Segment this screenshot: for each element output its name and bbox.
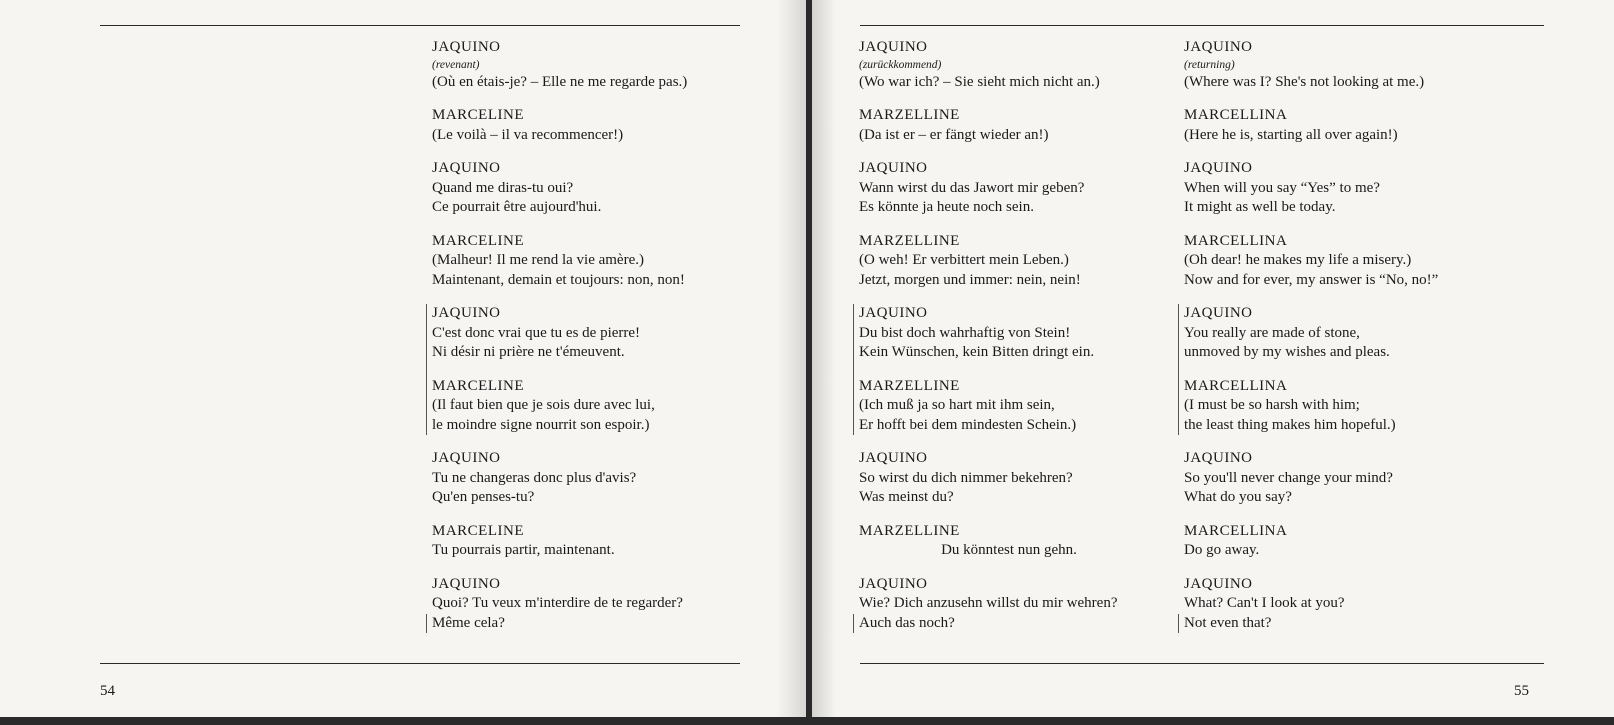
page-number: 54 xyxy=(100,683,115,699)
english-column xyxy=(1184,38,1484,647)
dialogue-line: Es könnte ja heute noch sein. xyxy=(859,199,1034,215)
speaker-name: JAQUINO xyxy=(859,450,928,466)
dialogue-entry xyxy=(432,449,732,508)
speaker-name: MARCELLINA xyxy=(1184,232,1288,249)
dialogue-entry xyxy=(859,232,1159,291)
dialogue-entry xyxy=(1184,449,1484,508)
dialogue-line: Qu'en penses-tu? xyxy=(432,489,535,505)
dialogue-line: Quand me diras-tu oui? xyxy=(432,179,574,196)
dialogue-line: (Wo war ich? – Sie sieht mich nicht an.) xyxy=(859,73,1100,90)
dialogue-line: Wie? Dich anzusehn willst du mir wehren? xyxy=(859,595,1118,611)
dialogue-line: Maintenant, demain et toujours: non, non! xyxy=(432,271,685,288)
dialogue-line: So you'll never change your mind? xyxy=(1184,469,1393,486)
dialogue-line: Not even that? xyxy=(1178,614,1484,634)
dialogue-line: Quoi? Tu veux m'interdire de te regarder? xyxy=(432,595,683,611)
dialogue-entry xyxy=(432,522,732,561)
dialogue-entry xyxy=(859,159,1159,218)
page-number: 55 xyxy=(1514,683,1529,699)
dialogue-entry xyxy=(432,38,732,92)
dialogue-entry xyxy=(859,38,1159,92)
stage-direction: (revenant) xyxy=(432,58,480,71)
dialogue-entry xyxy=(859,106,1159,145)
dialogue-entry xyxy=(1184,38,1484,92)
dialogue-line: Was meinst du? xyxy=(859,489,954,505)
stage-direction: (zurückkommend) xyxy=(859,58,942,71)
dialogue-entry xyxy=(1184,159,1484,218)
dialogue-entry xyxy=(1184,522,1484,561)
dialogue-line: the least thing makes him hopeful.) xyxy=(1184,416,1396,433)
dialogue-entry xyxy=(432,232,732,291)
speaker-name: MARCELLINA xyxy=(1184,107,1288,123)
dialogue-line: (Here he is, starting all over again!) xyxy=(1184,126,1398,143)
show-through-text xyxy=(150,40,400,59)
dialogue-line: unmoved by my wishes and pleas. xyxy=(1184,344,1390,360)
dialogue-entry xyxy=(1184,232,1484,291)
bottom-rule xyxy=(100,663,740,664)
speaker-name: MARCELLINA xyxy=(1184,377,1288,394)
speaker-name: JAQUINO xyxy=(1184,450,1253,466)
dialogue-line: So wirst du dich nimmer bekehren? xyxy=(859,469,1073,486)
dialogue-entry xyxy=(426,377,732,436)
speaker-name: JAQUINO xyxy=(432,160,501,176)
dialogue-line: It might as well be today. xyxy=(1184,199,1336,215)
dialogue-line: (Où en étais-je? – Elle ne me regarde pas.) xyxy=(432,73,688,90)
dialogue-line: (Le voilà – il va recommencer!) xyxy=(432,126,624,143)
dialogue-line: Do go away. xyxy=(1184,542,1260,558)
speaker-name: JAQUINO xyxy=(859,39,928,55)
dialogue-entry xyxy=(432,106,732,145)
gutter-shadow xyxy=(776,0,806,717)
german-column xyxy=(859,38,1159,647)
speaker-name: MARZELLINE xyxy=(859,107,960,123)
speaker-name: JAQUINO xyxy=(432,305,501,321)
dialogue-line: Du könntest nun gehn. xyxy=(941,542,1077,558)
dialogue-entry xyxy=(1184,575,1484,634)
dialogue-line: What do you say? xyxy=(1184,489,1292,505)
dialogue-line: What? Can't I look at you? xyxy=(1184,595,1345,611)
speaker-name: JAQUINO xyxy=(1184,575,1253,592)
stage-direction: (returning) xyxy=(1184,58,1235,71)
speaker-name: JAQUINO xyxy=(1184,160,1253,176)
dialogue-line: Wann wirst du das Jawort mir geben? xyxy=(859,179,1085,196)
dialogue-line: C'est donc vrai que tu es de pierre! xyxy=(432,324,641,341)
bottom-rule xyxy=(860,663,1544,664)
gutter-shadow xyxy=(812,0,836,717)
dialogue-entry xyxy=(1178,304,1484,377)
dialogue-line: Même cela? xyxy=(426,614,732,634)
dialogue-entry xyxy=(426,304,732,377)
top-rule xyxy=(860,25,1544,26)
dialogue-entry xyxy=(859,575,1159,634)
dialogue-line: Ni désir ni prière ne t'émeuvent. xyxy=(432,344,625,360)
dialogue-entry xyxy=(859,522,1159,561)
speaker-name: JAQUINO xyxy=(1184,39,1253,55)
dialogue-line: Jetzt, morgen und immer: nein, nein! xyxy=(859,271,1081,288)
dialogue-line: When will you say “Yes” to me? xyxy=(1184,179,1380,196)
speaker-name: MARCELINE xyxy=(432,377,524,394)
dialogue-line: Auch das noch? xyxy=(853,614,1159,634)
dialogue-line: Tu ne changeras donc plus d'avis? xyxy=(432,469,637,486)
dialogue-entry xyxy=(853,377,1159,436)
dialogue-entry xyxy=(1178,377,1484,436)
dialogue-line: (Oh dear! he makes my life a misery.) xyxy=(1184,252,1412,268)
speaker-name: JAQUINO xyxy=(1184,305,1253,321)
dialogue-line: (O weh! Er verbittert mein Leben.) xyxy=(859,252,1069,268)
dialogue-entry xyxy=(432,159,732,218)
speaker-name: JAQUINO xyxy=(432,39,501,55)
dialogue-entry xyxy=(1184,106,1484,145)
dialogue-line: (Il faut bien que je sois dure avec lui, xyxy=(432,397,655,413)
dialogue-line: (Da ist er – er fängt wieder an!) xyxy=(859,126,1049,143)
dialogue-line: (Where was I? She's not looking at me.) xyxy=(1184,73,1425,90)
dialogue-line: Ce pourrait être aujourd'hui. xyxy=(432,199,602,215)
speaker-name: MARCELLINA xyxy=(1184,522,1288,539)
dialogue-line: (Malheur! Il me rend la vie amère.) xyxy=(432,252,644,268)
dialogue-line: (Ich muß ja so hart mit ihm sein, xyxy=(859,397,1055,413)
speaker-name: MARCELINE xyxy=(432,107,524,123)
dialogue-line: (I must be so harsh with him; xyxy=(1184,397,1360,413)
speaker-name: MARCELINE xyxy=(432,522,524,539)
dialogue-line: Du bist doch wahrhaftig von Stein! xyxy=(859,324,1071,341)
speaker-name: JAQUINO xyxy=(432,450,501,466)
left-page xyxy=(0,0,806,717)
speaker-name: JAQUINO xyxy=(859,575,928,592)
dialogue-line: le moindre signe nourrit son espoir.) xyxy=(432,416,650,433)
speaker-name: JAQUINO xyxy=(859,305,928,321)
speaker-name: MARZELLINE xyxy=(859,522,960,539)
dialogue-line: Er hofft bei dem mindesten Schein.) xyxy=(859,416,1077,433)
speaker-name: MARZELLINE xyxy=(859,377,960,394)
speaker-name: JAQUINO xyxy=(432,575,501,592)
top-rule xyxy=(100,25,740,26)
dialogue-entry xyxy=(853,304,1159,377)
speaker-name: JAQUINO xyxy=(859,160,928,176)
dialogue-line: Tu pourrais partir, maintenant. xyxy=(432,542,615,558)
dialogue-entry xyxy=(432,575,732,634)
dialogue-entry xyxy=(859,449,1159,508)
dialogue-line: Kein Wünschen, kein Bitten dringt ein. xyxy=(859,344,1095,360)
dialogue-line: You really are made of stone, xyxy=(1184,324,1360,341)
dialogue-line: Now and for ever, my answer is “No, no!” xyxy=(1184,271,1439,288)
speaker-name: MARZELLINE xyxy=(859,232,960,249)
french-column xyxy=(432,38,732,647)
right-page xyxy=(812,0,1614,717)
speaker-name: MARCELINE xyxy=(432,232,524,249)
